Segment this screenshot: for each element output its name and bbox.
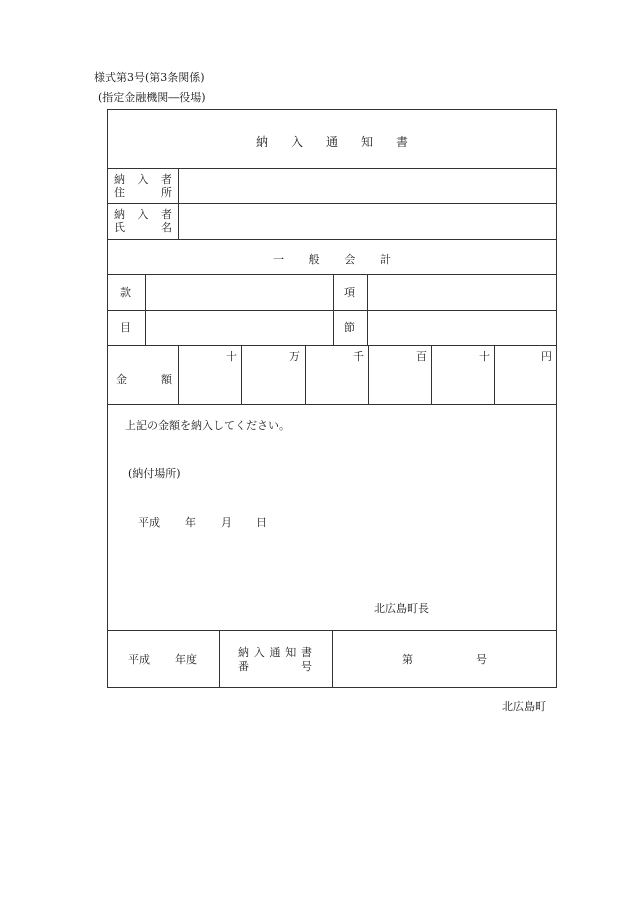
kan-label: 款 (120, 286, 131, 299)
moku-field[interactable] (146, 311, 333, 345)
issue-date-era: 平成 (138, 516, 160, 529)
number-suffix: 号 (476, 653, 487, 666)
setsu-field[interactable] (368, 311, 556, 345)
notice-number-field[interactable] (333, 631, 556, 688)
fiscal-year-era: 平成 (128, 653, 150, 666)
notice-number-label: 納 入 通 知 書 番 号 (238, 646, 312, 673)
unit-ten-million: 十 (226, 350, 237, 363)
unit-hundred: 百 (416, 350, 427, 363)
form-title: 納 入 通 知 書 (256, 135, 408, 149)
unit-yen: 円 (541, 350, 552, 363)
payer-name-label: 納 入 者 氏 名 (114, 208, 172, 234)
payment-place-label: (納付場所) (128, 467, 181, 480)
form-copy-label: (指定金融機関―役場) (98, 91, 206, 104)
payment-request-text: 上記の金額を納入してください。 (125, 419, 290, 432)
issue-date-day: 日 (256, 516, 267, 529)
kou-field[interactable] (368, 275, 556, 310)
setsu-label: 節 (344, 321, 355, 334)
municipality-mark: 北広島町 (502, 700, 546, 713)
unit-thousand: 千 (353, 350, 364, 363)
payer-address-label: 納 入 者 住 所 (114, 173, 172, 199)
unit-ten-thousand: 万 (289, 350, 300, 363)
payer-address-field[interactable] (179, 169, 556, 203)
kan-field[interactable] (146, 275, 333, 310)
payer-name-field[interactable] (179, 204, 556, 239)
fiscal-year-label: 年度 (175, 653, 197, 666)
form-number: 様式第3号(第3条関係) (94, 71, 205, 84)
issue-date-year: 年 (185, 516, 196, 529)
issue-date-month: 月 (221, 516, 232, 529)
amount-field[interactable] (179, 346, 556, 404)
account-type-label: 一 般 会 計 (273, 253, 391, 266)
amount-label: 金 額 (116, 373, 172, 386)
unit-ten: 十 (479, 350, 490, 363)
moku-label: 目 (120, 321, 131, 334)
kou-label: 項 (344, 286, 355, 299)
number-prefix: 第 (402, 653, 413, 666)
issuer-name: 北広島町長 (374, 602, 429, 615)
